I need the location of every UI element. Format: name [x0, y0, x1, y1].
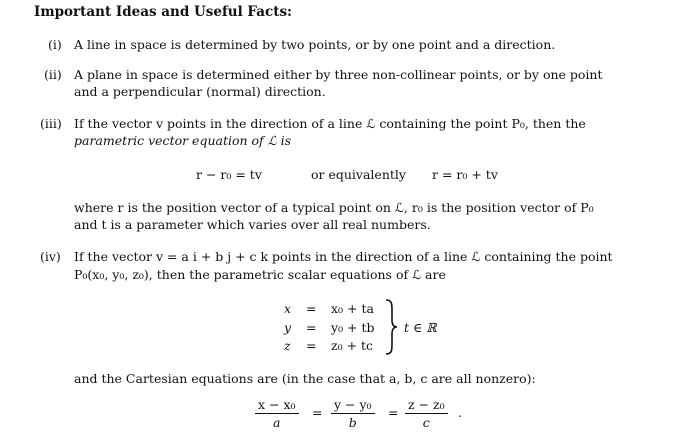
fraction-y — [331, 397, 375, 431]
fraction-z-numerator: z − z₀ — [405, 397, 448, 414]
sys-row2-eq: = — [306, 320, 317, 335]
item-iii-text-line4: and t is a parameter which varies over all real numbers. — [74, 217, 431, 232]
item-iv-text-line3: and the Cartesian equations are (in the case that a, b, c are all nonzero): — [74, 371, 536, 386]
sys-row1-rhs: x₀ + ta — [331, 301, 374, 316]
vector-equation-left: r − r₀ = tv — [196, 167, 262, 182]
fraction-x-numerator: x − x₀ — [255, 397, 299, 414]
sys-row1-eq: = — [306, 301, 317, 316]
sys-row2-lhs: y — [284, 320, 292, 335]
sys-row3-rhs: z₀ + tc — [331, 338, 374, 353]
fraction-y-denominator: b — [348, 415, 357, 430]
item-ii-text-line2: and a perpendicular (normal) direction. — [74, 84, 326, 99]
item-i-text: A line in space is determined by two points, or by one point and a direction. — [74, 37, 556, 52]
fraction-x — [255, 397, 299, 431]
equals-sign-2: = — [388, 405, 399, 420]
sys-row1-lhs: x — [284, 301, 292, 316]
sys-row3-eq: = — [306, 338, 317, 353]
item-iii-text-line1: If the vector v points in the direction of a line ℒ containing the point P₀, then the — [74, 116, 586, 131]
equals-sign-1: = — [312, 405, 323, 420]
item-iv-text-line1: If the vector v = a i + b j + c k points in the direction of a line ℒ containing the point — [74, 249, 613, 264]
sys-row3-lhs: z — [284, 338, 291, 353]
item-iii-text-line3: where r is the position vector of a typical point on ℒ, r₀ is the position vector of P₀ — [74, 200, 594, 215]
item-iii-text-line2: parametric vector equation of ℒ is — [74, 133, 292, 148]
sys-condition: t ∈ ℝ — [404, 320, 437, 335]
page-title: Important Ideas and Useful Facts: — [34, 4, 293, 20]
item-iii-number: (iii) — [40, 116, 62, 131]
item-iv-text-line2: P₀(x₀, y₀, z₀), then the parametric scalar equations of ℒ are — [74, 267, 446, 282]
item-iv-number: (iv) — [40, 249, 61, 264]
item-i-number: (i) — [48, 37, 62, 52]
vector-equation-right: r = r₀ + tv — [432, 167, 498, 182]
or-equivalently-text: or equivalently — [311, 167, 406, 182]
sys-row2-rhs: y₀ + tb — [331, 320, 375, 335]
fraction-x-denominator: a — [273, 415, 281, 430]
item-ii-number: (ii) — [44, 67, 62, 82]
fraction-z — [405, 397, 448, 431]
right-brace — [384, 298, 398, 356]
item-ii-text-line1: A plane in space is determined either by three non-collinear points, or by one point — [74, 67, 603, 82]
fraction-y-numerator: y − y₀ — [331, 397, 375, 414]
end-period: . — [458, 405, 462, 420]
fraction-z-denominator: c — [422, 415, 430, 430]
